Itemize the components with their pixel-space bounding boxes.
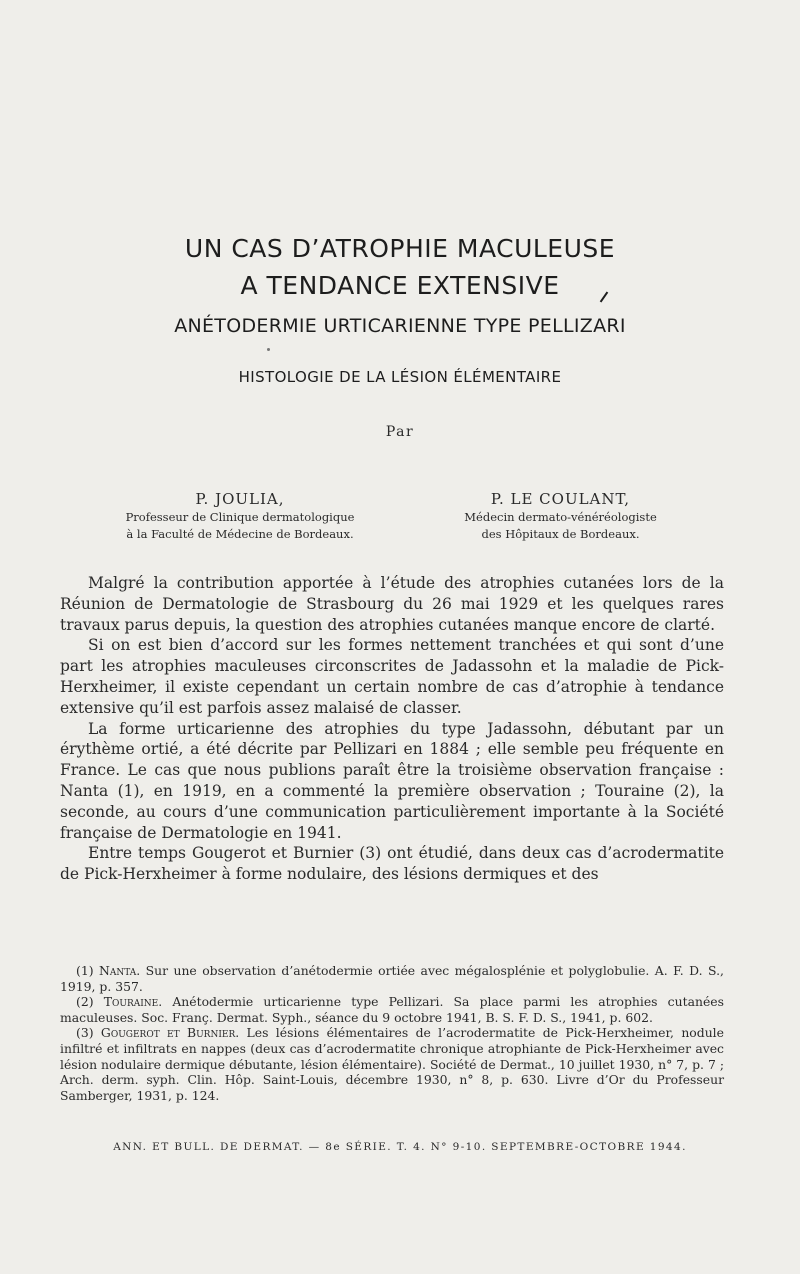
author-role-line: Médecin dermato-vénéréologiste [464,510,657,524]
by-line: Par [385,424,415,440]
footnote [60,994,724,1025]
histology-heading: HISTOLOGIE DE LA LÉSION ÉLÉMENTAIRE [238,368,562,386]
body-paragraph: Si on est bien d’accord sur les formes nettement tranchées et qui sont d’une part les atrophies maculeuses circonscrites de Jadassohn et la maladie de Pick-Herxheimer, il existe cependant un certain nombre de cas d’atrophie à tendance extensive qu’il est parfois assez malaisé de classer. [60,636,724,717]
footnote-text: Sur une observation d’anétodermie ortiée avec mégalosplénie et polyglobulie. A. F. D. S., 1919, p. 357. [60,963,724,994]
footnote-marker: (2) [76,994,94,1010]
footnotes [60,963,724,1103]
ink-speck [267,348,270,351]
footnote-marker: (1) [76,963,94,978]
article-subtitle: ANÉTODERMIE URTICARIENNE TYPE PELLIZARI [174,315,626,337]
footnote-text: Les lésions élémentaires de l’acrodermatite de Pick-Herxheimer, nodule infiltré et infiltrats en nappes (deux cas d’acrodermatite chronique atrophiante de Pick-Herxheimer avec lésion nodulaire dermique débutante, lésion élémentaire). Société de Dermat., 10 juillet 1930, n° 7, p. 7 ; Arch. derm. syph. Clin. Hôp. Saint-Louis, décembre 1930, n° 8, p. 630. Livre d’Or du Professeur Samberger, 1931, p. 124. [60,1025,724,1103]
author-role-line: des Hôpitaux de Bordeaux. [481,527,640,541]
body-paragraph: La forme urticarienne des atrophies du type Jadassohn, débutant par un érythème ortié, a été décrite par Pellizari en 1884 ; elle semble peu fréquente en France. Le cas que nous publions paraît être la troisième observation française : Nanta (1), en 1919, en a commenté la première observation ; Touraine (2), la seconde, au cours d’une communication particulièrement importante à la Société française de Dermatologie en 1941. [60,719,724,842]
footnote-author: Gougerot et Burnier. [100,1025,240,1041]
author-name: P. LE COULANT, [490,490,631,508]
footnote-author: Nanta. [99,963,141,978]
author-name: P. JOULIA, [195,490,285,508]
footnote-author: Touraine. [103,994,163,1010]
footnote-text: Anétodermie urticarienne type Pellizari. Sa place parmi les atrophies cutanées maculeuses. Soc. Franç. Dermat. Syph., séance du 9 octobre 1941, B. S. F. D. S., 1941, p. 602. [60,994,724,1025]
article-body [60,573,724,885]
footnote [60,963,724,994]
author-role-line: à la Faculté de Médecine de Bordeaux. [126,527,354,541]
footnote-marker: (3) [76,1025,94,1041]
article-title-line-2: A TENDANCE EXTENSIVE [240,271,560,300]
body-paragraph: Malgré la contribution apportée à l’étude des atrophies cutanées lors de la Réunion de Dermatologie de Strasbourg du 26 mai 1929 et les quelques rares travaux parus depuis, la question des atrophies cutanées manque encore de clarté. [60,574,724,634]
author-joulia [105,490,375,542]
author-le-coulant [448,490,673,542]
journal-reference: ANN. ET BULL. DE DERMAT. — 8e SÉRIE. T. 4. N° 9-10. SEPTEMBRE-OCTOBRE 1944. [113,1141,687,1153]
author-role-line: Professeur de Clinique dermatologique [125,510,355,524]
body-paragraph: Entre temps Gougerot et Burnier (3) ont étudié, dans deux cas d’acrodermatite de Pick-Herxheimer à forme nodulaire, des lésions dermiques et des [60,844,724,884]
footnote [60,1025,724,1103]
article-title-line-1: UN CAS D’ATROPHIE MACULEUSE [184,234,616,263]
